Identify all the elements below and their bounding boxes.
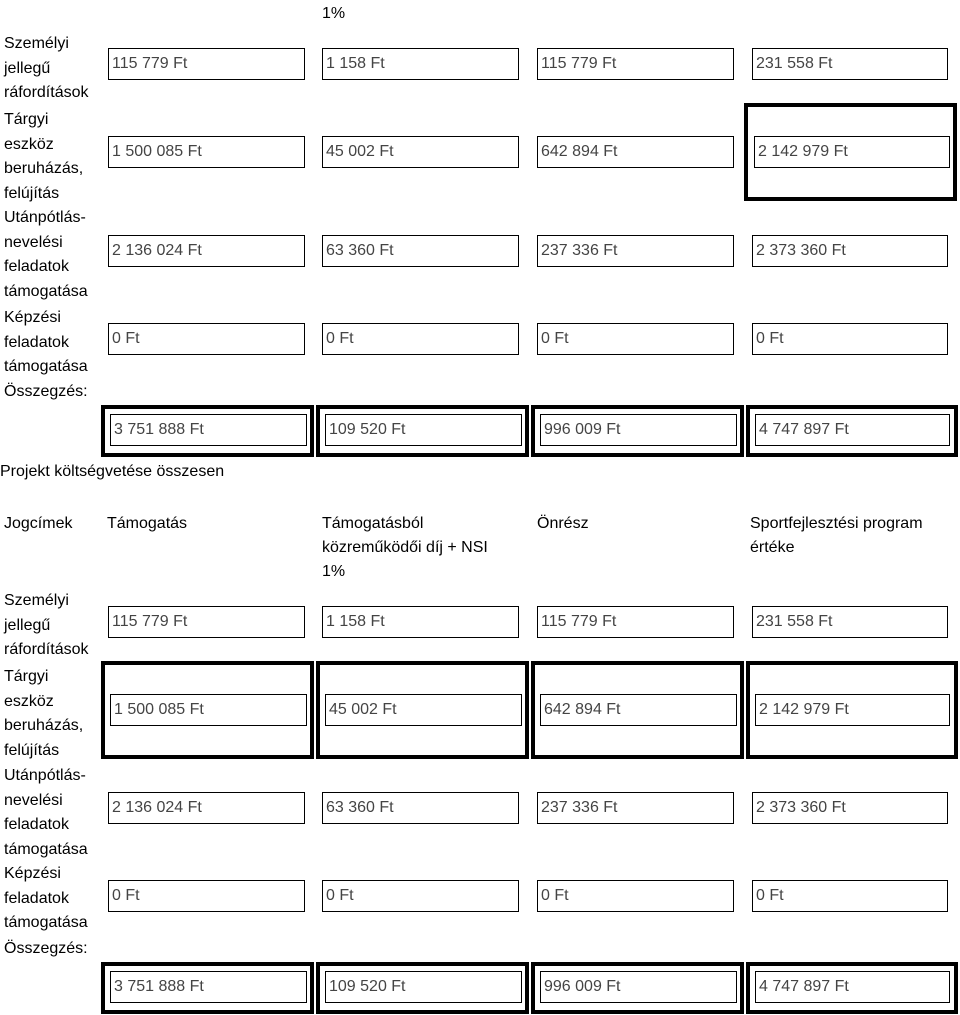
row-label-training: Képzési feladatok támogatása [4,309,88,375]
training-total-field[interactable]: 0 Ft [752,880,948,912]
youth-own-field[interactable]: 237 336 Ft [537,792,734,824]
top-youth-fee-field[interactable]: 63 360 Ft [322,235,519,267]
row-label-asset: Tárgyi eszköz beruházás, felújítás [4,668,84,759]
top-personal-own-field[interactable]: 115 779 Ft [537,48,734,80]
header-program-value: Sportfejlesztési program értéke [750,515,923,556]
top-sum-own-field[interactable]: 996 009 Ft [540,414,737,446]
top-asset-total-field[interactable]: 2 142 979 Ft [754,136,950,168]
row-label-training: Képzési feladatok támogatása [4,865,88,931]
top-asset-own-field[interactable]: 642 894 Ft [537,136,734,168]
youth-support-field[interactable]: 2 136 024 Ft [108,792,305,824]
sum-support-field[interactable]: 3 751 888 Ft [110,971,307,1003]
sum-fee-field[interactable]: 109 520 Ft [325,971,522,1003]
training-fee-field[interactable]: 0 Ft [322,880,519,912]
header-support: Támogatás [107,515,188,532]
row-label-youth: Utánpótlás- nevelési feladatok támogatása [4,767,88,858]
top-sum-fee-field[interactable]: 109 520 Ft [325,414,522,446]
personal-fee-field[interactable]: 1 158 Ft [322,606,519,638]
top-training-own-field[interactable]: 0 Ft [537,323,734,355]
youth-fee-field[interactable]: 63 360 Ft [322,792,519,824]
top-sum-total-field[interactable]: 4 747 897 Ft [755,414,950,446]
top-youth-support-field[interactable]: 2 136 024 Ft [108,235,305,267]
asset-support-field[interactable]: 1 500 085 Ft [110,694,307,726]
asset-own-field[interactable]: 642 894 Ft [540,694,737,726]
section-title: Projekt költségvetése összesen [0,463,225,480]
personal-own-field[interactable]: 115 779 Ft [537,606,734,638]
personal-support-field[interactable]: 115 779 Ft [108,606,305,638]
top-training-total-field[interactable]: 0 Ft [752,323,948,355]
asset-fee-field[interactable]: 45 002 Ft [325,694,522,726]
asset-total-field[interactable]: 2 142 979 Ft [755,694,950,726]
row-label-personal: Személyi jellegű ráfordítások [4,35,89,101]
top-training-fee-field[interactable]: 0 Ft [322,323,519,355]
top-personal-total-field[interactable]: 231 558 Ft [752,48,948,80]
sum-total-field[interactable]: 4 747 897 Ft [755,971,950,1003]
row-label-personal: Személyi jellegű ráfordítások [4,592,89,658]
row-label-asset: Tárgyi eszköz beruházás, felújítás [4,111,84,202]
header-fee: Támogatásból közreműködői díj + NSI 1% [322,515,488,580]
percent-fragment: 1% [322,5,346,22]
top-youth-own-field[interactable]: 237 336 Ft [537,235,734,267]
sum-own-field[interactable]: 996 009 Ft [540,971,737,1003]
top-sum-support-field[interactable]: 3 751 888 Ft [110,414,307,446]
header-jogcimek: Jogcímek [4,515,73,532]
header-own: Önrész [537,515,589,532]
row-label-youth: Utánpótlás- nevelési feladatok támogatása [4,209,88,300]
top-personal-support-field[interactable]: 115 779 Ft [108,48,305,80]
summary-label: Összegzés: [4,383,88,400]
top-training-support-field[interactable]: 0 Ft [108,323,305,355]
personal-total-field[interactable]: 231 558 Ft [752,606,948,638]
training-own-field[interactable]: 0 Ft [537,880,734,912]
top-asset-support-field[interactable]: 1 500 085 Ft [108,136,305,168]
youth-total-field[interactable]: 2 373 360 Ft [752,792,948,824]
top-personal-fee-field[interactable]: 1 158 Ft [322,48,519,80]
training-support-field[interactable]: 0 Ft [108,880,305,912]
summary-label: Összegzés: [4,940,88,957]
top-youth-total-field[interactable]: 2 373 360 Ft [752,235,948,267]
top-asset-fee-field[interactable]: 45 002 Ft [322,136,519,168]
